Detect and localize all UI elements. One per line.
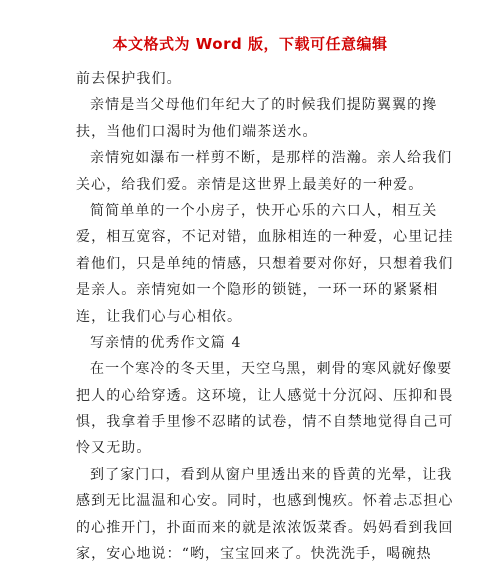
document-body xyxy=(76,66,464,567)
text-line: 把人的心给穿透。这环境，让人感觉十分沉闷、压抑和畏 xyxy=(76,387,454,404)
text-line: 的心推开门，扑面而来的就是浓浓饭菜香。妈妈看到我回 xyxy=(76,519,454,536)
text-line: 亲情是当父母他们年纪大了的时候我们提防翼翼的搀 xyxy=(90,97,438,114)
text-line: 着他们，只是单纯的情感，只想着要对你好，只想着我们 xyxy=(76,255,454,272)
text-line: 爱，相互宽容，不记对错，血脉相连的一种爱，心里记挂 xyxy=(76,229,454,246)
text-line: 扶，当他们口渴时为他们端茶送水。 xyxy=(76,123,318,140)
text-line: 连，让我们心与心相依。 xyxy=(76,308,243,325)
text-line: 简简单单的一个小房子，快开心乐的六口人，相互关 xyxy=(90,202,438,219)
text-line: 感到无比温温和心安。同时，也感到愧疚。怀着忐忑担心 xyxy=(76,493,454,510)
text-line: 在一个寒冷的冬天里，天空乌黑，刺骨的寒风就好像要 xyxy=(90,361,453,378)
text-line: 亲情宛如瀑布一样剪不断，是那样的浩瀚。亲人给我们 xyxy=(90,150,453,167)
text-line: 关心，给我们爱。亲情是这世界上最美好的一种爱。 xyxy=(76,176,424,193)
text-line: 到了家门口，看到从窗户里透出来的昏黄的光晕，让我 xyxy=(90,466,453,483)
text-line: 怜又无助。 xyxy=(76,440,152,457)
text-line: 前去保护我们。 xyxy=(76,71,182,87)
text-line: 家，安心地说：“哟，宝宝回来了。快洗洗手，喝碗热 xyxy=(76,546,432,563)
section-heading: 写亲情的优秀作文篇 4 xyxy=(90,334,242,351)
text-line: 惧，我拿着手里惨不忍睹的试卷，情不自禁地觉得自己可 xyxy=(76,414,454,431)
page-header-title: 本文格式为 Word 版，下载可任意编辑 xyxy=(112,35,388,53)
text-line: 是亲人。亲情宛如一个隐形的锁链，一环一环的紧紧相 xyxy=(76,282,439,299)
